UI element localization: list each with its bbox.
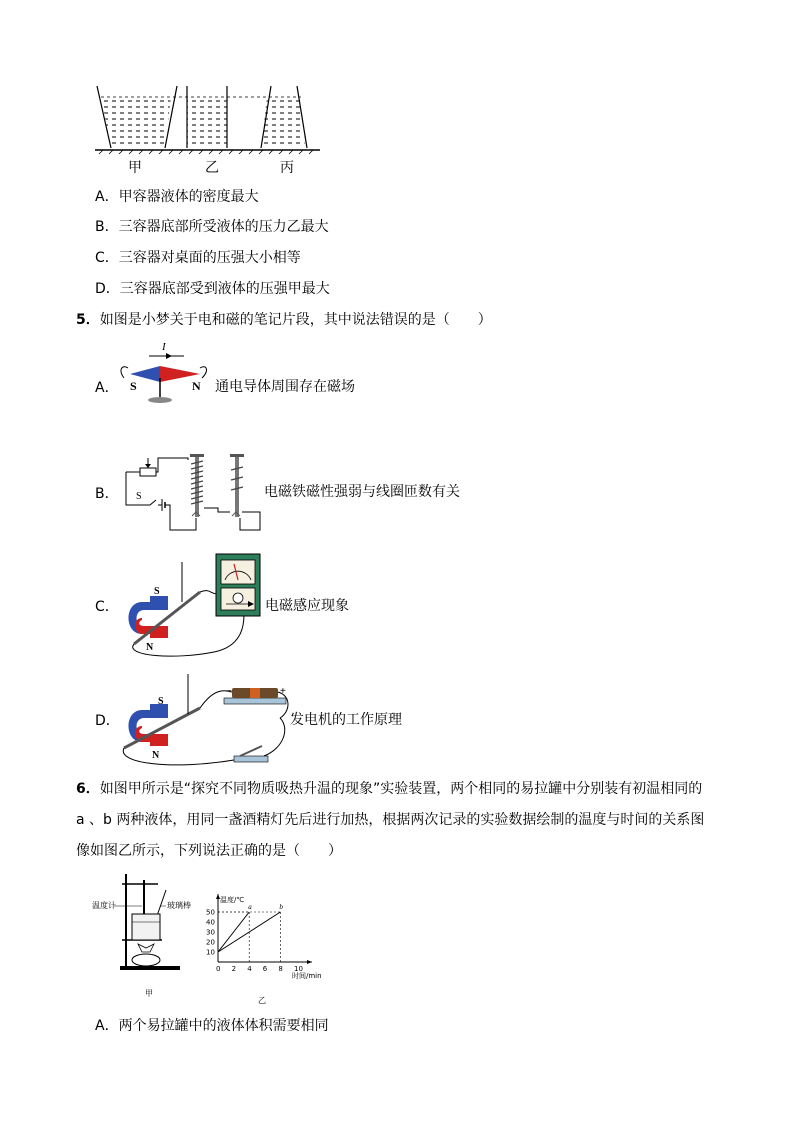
x-tick-label: 4: [247, 965, 252, 973]
y-tick-label: 30: [206, 928, 215, 937]
oersted-figure: [114, 340, 214, 406]
x-tick-label: 6: [262, 965, 268, 973]
magnet-n-label: N: [146, 642, 154, 653]
q5-option-d-note: 发电机的工作原理: [290, 712, 402, 728]
q6-stem-line3: 像如图乙所示，下列说法正确的是（ ）: [76, 843, 342, 859]
device-minus-label: −: [226, 686, 232, 697]
series-line-a: [218, 912, 249, 952]
gen-magnet-n-label: N: [152, 750, 160, 761]
y-axis-label: 温度/℃: [220, 896, 245, 904]
glass-rod-label: 玻璃棒: [167, 901, 191, 910]
needle-n-label: N: [192, 379, 201, 393]
q5-option-d-key: D．: [95, 713, 120, 729]
q5-option-c-note: 电磁感应现象: [265, 598, 349, 614]
q5-stem: 5．如图是小梦关于电和磁的笔记片段，其中说法错误的是（ ）: [76, 312, 492, 328]
containers-figure: [95, 80, 320, 160]
gen-magnet-s-label: S: [158, 696, 164, 707]
q6-stem-line1: 6．如图甲所示是“探究不同物质吸热升温的现象”实验装置，两个相同的易拉罐中分别装有初温相同的: [76, 781, 703, 797]
q5-option-a-note: 通电导体周围存在磁场: [215, 379, 355, 395]
x-axis-label: 时间/min: [292, 972, 322, 980]
container-label-jia: 甲: [128, 160, 142, 176]
y-tick-label: 20: [206, 938, 215, 947]
q4-option-b: B．三容器底部所受液体的压力乙最大: [95, 219, 329, 235]
induction-figure: [114, 552, 264, 662]
electromagnet-figure: [118, 450, 263, 532]
q5-option-b-key: B．: [95, 486, 119, 502]
switch-label: S: [136, 491, 142, 502]
current-label: I: [162, 341, 166, 353]
x-tick-label: 2: [231, 965, 237, 973]
x-tick-label: 8: [278, 965, 283, 973]
heating-apparatus-figure: [92, 870, 197, 975]
q6-option-a: A．两个易拉罐中的液体体积需要相同: [95, 1018, 329, 1034]
thermometer-label: 温度计: [92, 901, 116, 910]
q4-option-a: A．甲容器液体的密度最大: [95, 189, 259, 205]
q4-option-d: D．三容器底部受到液体的压强甲最大: [95, 281, 330, 297]
x-tick-label: 10: [294, 965, 303, 973]
q5-option-c-key: C．: [95, 599, 119, 615]
graph-caption: 乙: [258, 996, 266, 1005]
q5-option-a-key: A．: [95, 380, 119, 396]
apparatus-caption: 甲: [145, 989, 153, 998]
q6-stem-line2: a 、b 两种液体，用同一盏酒精灯先后进行加热，根据两次记录的实验数据绘制的温度与时间的关系图: [76, 812, 705, 828]
container-label-yi: 乙: [205, 160, 219, 176]
needle-s-label: S: [130, 379, 137, 393]
magnet-s-label: S: [154, 586, 160, 597]
x-axis-arrow: [307, 960, 312, 964]
y-tick-label: 40: [206, 918, 215, 927]
container-label-bing: 丙: [280, 160, 294, 176]
temperature-time-chart: [200, 872, 335, 982]
y-tick-label: 10: [206, 948, 215, 957]
q5-option-b-note: 电磁铁磁性强弱与线圈匝数有关: [264, 484, 460, 500]
y-tick-label: 50: [206, 908, 215, 917]
q4-option-c: C．三容器对桌面的压强大小相等: [95, 250, 301, 266]
series-label-b: b: [279, 903, 283, 911]
generator-figure: [114, 672, 294, 772]
device-plus-label: +: [280, 686, 286, 697]
x-tick-label: 0: [216, 965, 221, 973]
series-label-a: a: [248, 903, 252, 911]
